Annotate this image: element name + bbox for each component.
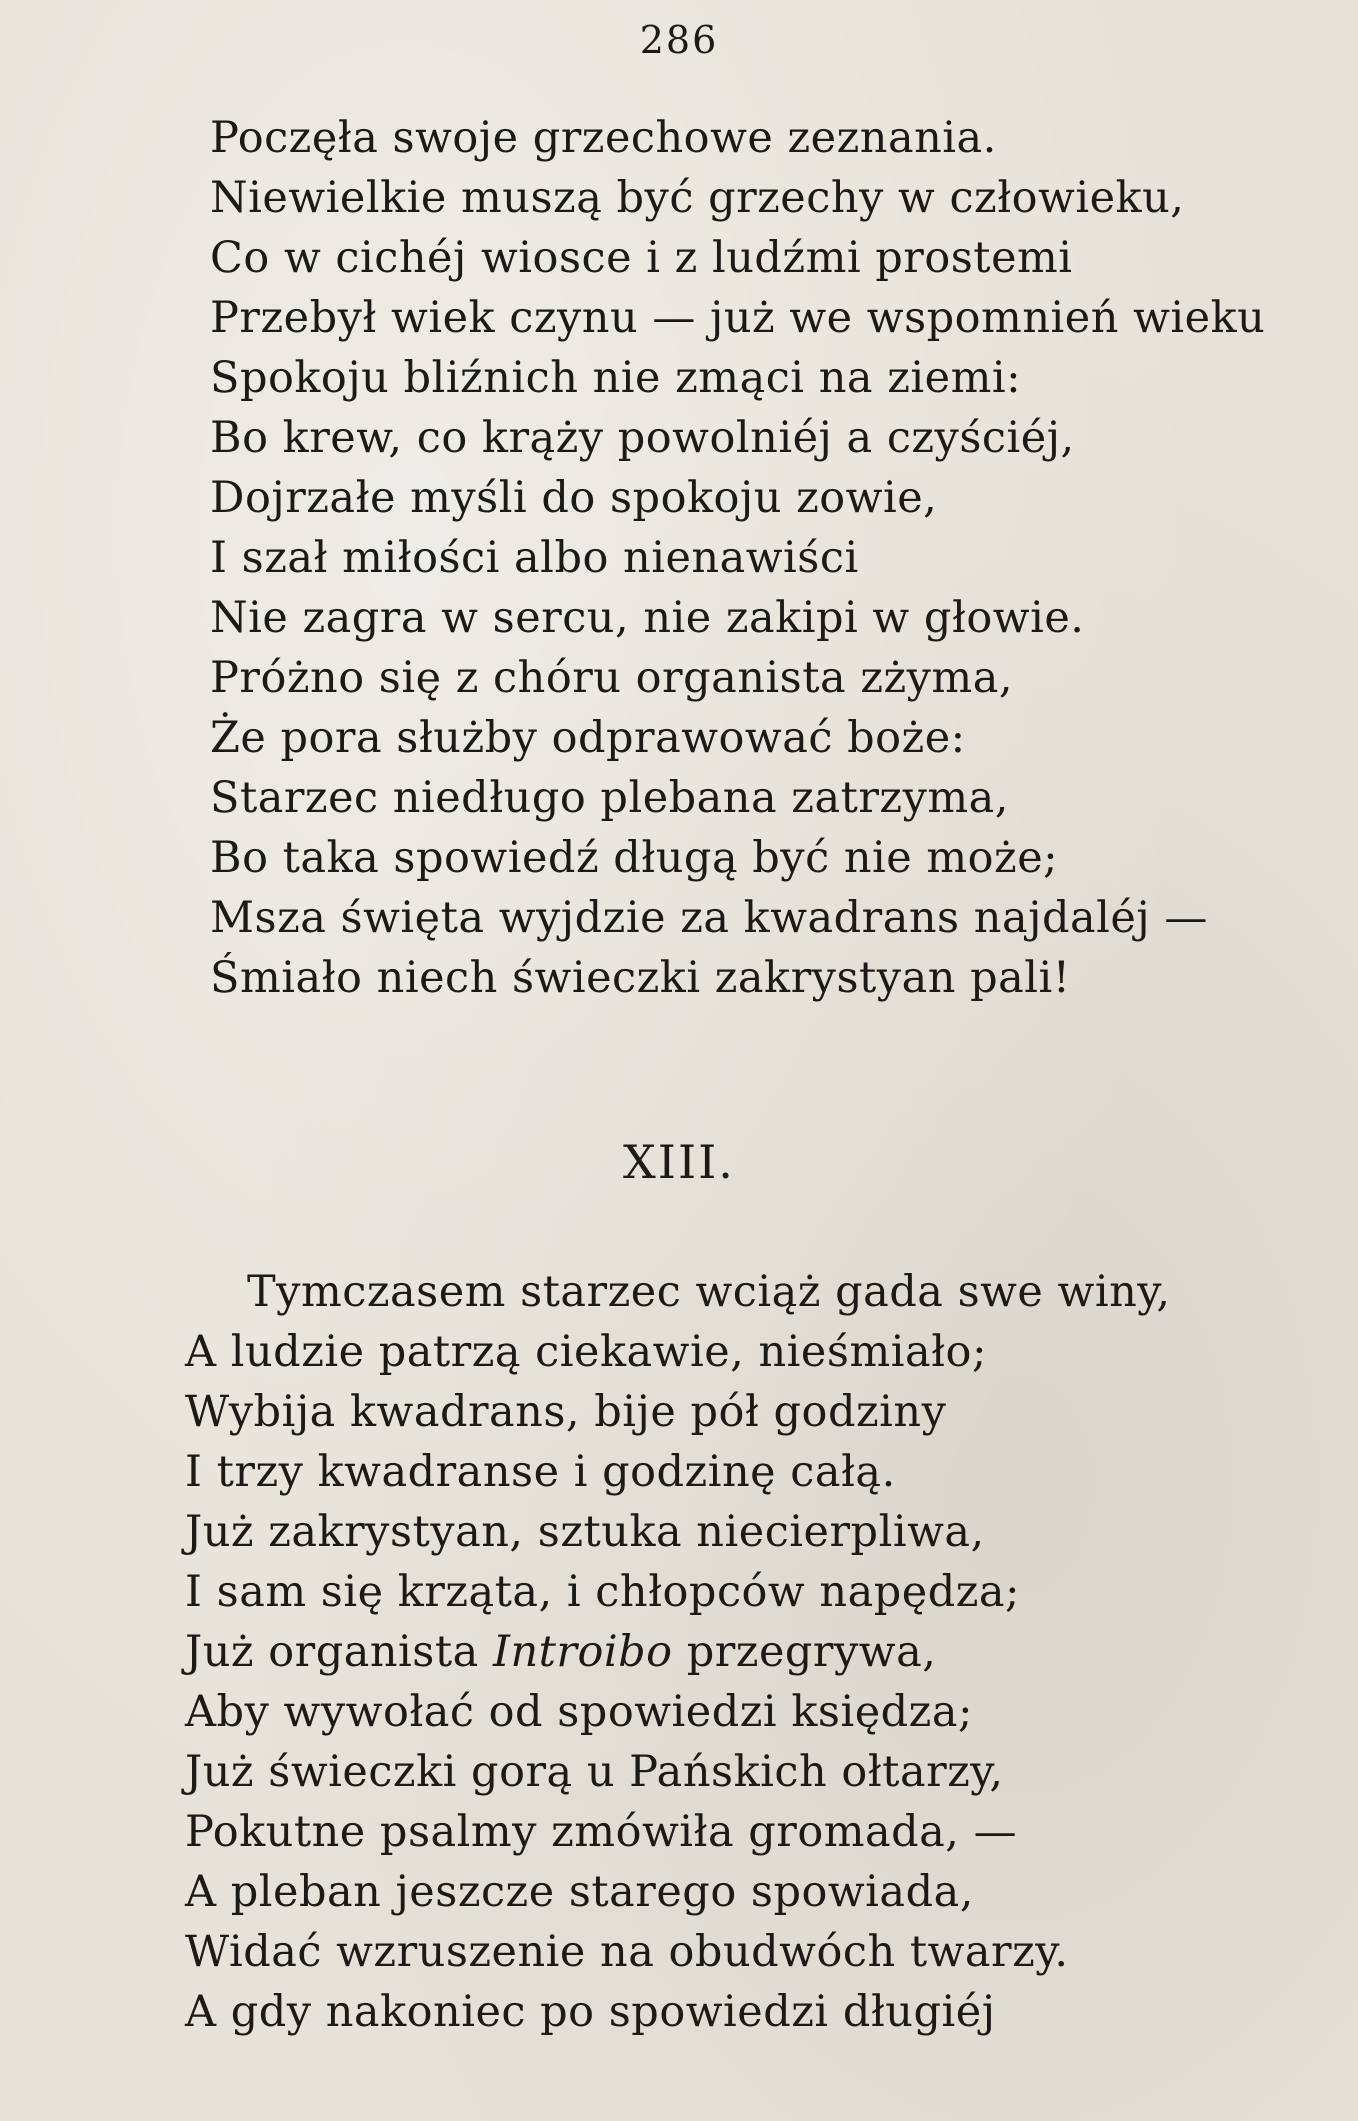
verse-line: Co w cichéj wiosce i z ludźmi prostemi [210,233,1073,283]
verse-line: I sam się krząta, i chłopców napędza; [185,1567,1020,1617]
verse-line-with-italic [185,1622,1171,1682]
verse-line: Bo taka spowiedź długą być nie może; [210,833,1059,883]
italic-word: Introibo [492,1627,673,1677]
verse-line: Widać wzruszenie na obudwóch twarzy. [185,1927,1069,1977]
verse-line: Wybija kwadrans, bije pół godziny [185,1387,947,1437]
verse-line: Starzec niedługo plebana zatrzyma, [210,773,1009,823]
verse-line: A pleban jeszcze starego spowiada, [185,1867,974,1917]
verse-stanza-1 [210,108,1265,1008]
verse-line: Tymczasem starzec wciąż gada swe winy, [247,1267,1171,1317]
section-heading: XIII. [623,1135,735,1189]
verse-line: Próżno się z chóru organista zżyma, [210,653,1014,703]
verse-line: A ludzie patrzą ciekawie, nieśmiało; [185,1327,987,1377]
verse-text: przegrywa, [672,1627,937,1677]
verse-line: Że pora służby odprawować boże: [210,713,966,763]
page-number: 286 [639,18,719,62]
verse-line: Spokoju bliźnich nie zmąci na ziemi: [210,353,1022,403]
verse-line: Poczęła swoje grzechowe zeznania. [210,113,997,163]
verse-line: A gdy nakoniec po spowiedzi długiéj [185,1987,996,2037]
verse-line: I szał miłości albo nienawiści [210,533,859,583]
verse-line: I trzy kwadranse i godzinę całą. [185,1447,896,1497]
verse-line: Msza święta wyjdzie za kwadrans najdaléj — [210,893,1208,943]
verse-stanza-2 [185,1262,1171,2042]
verse-line: Już zakrystyan, sztuka niecierpliwa, [185,1507,985,1557]
verse-text: Już organista [185,1627,493,1677]
verse-line: Dojrzałe myśli do spokoju zowie, [210,473,938,523]
verse-line: Już świeczki gorą u Pańskich ołtarzy, [185,1747,1004,1797]
verse-line: Przebył wiek czynu — już we wspomnień wieku [210,293,1266,343]
verse-line: Śmiało niech świeczki zakrystyan pali! [210,953,1071,1003]
verse-line: Pokutne psalmy zmówiła gromada, — [185,1807,1018,1857]
verse-line: Aby wywołać od spowiedzi księdza; [185,1687,973,1737]
verse-line: Nie zagra w sercu, nie zakipi w głowie. [210,593,1085,643]
verse-line: Niewielkie muszą być grzechy w człowieku, [210,173,1185,223]
verse-line: Bo krew, co krąży powolniéj a czyściéj, [210,413,1075,463]
